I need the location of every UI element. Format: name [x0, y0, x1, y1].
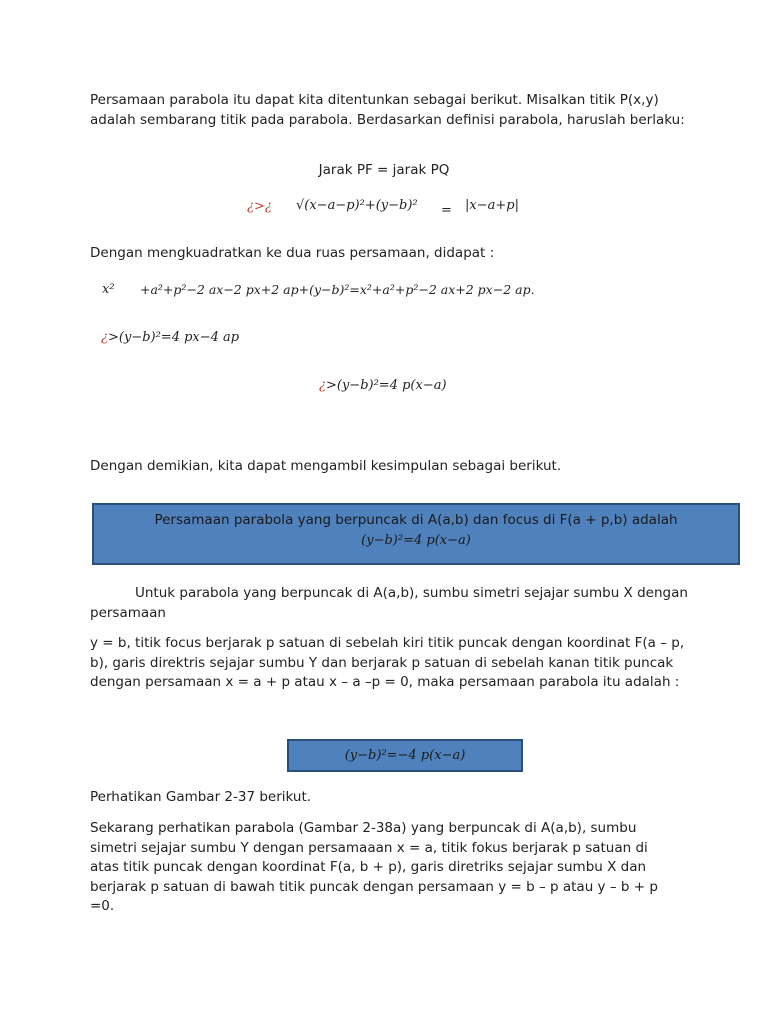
equation-box-left-opening-text: (y−b)²=−4 p(x−a) [344, 748, 466, 763]
paragraph-focus-left: y = b, titik focus berjarak p satuan di sebelah kiri titik puncak dengan koordinat F(a – p, b), garis direktris sejajar sumbu Y dan berjarak p satuan di sebelah kanan titik puncak dengan persamaan x = a + p atau x – a –p = 0, maka persamaan parabola itu adalah : [90, 635, 685, 690]
eq1-equals: = [441, 203, 452, 218]
eq3-prefix: ¿ [101, 330, 108, 345]
paragraph-squaring: Dengan mengkuadratkan ke dua ruas persamaan, didapat : [90, 245, 495, 261]
eq3-body: >(y−b)²=4 px−4 ap [108, 330, 240, 345]
eq1-right: |x−a+p| [465, 198, 519, 213]
conclusion-box-equation: (y−b)²=4 p(x−a) [361, 533, 471, 548]
eq4-body: >(y−b)²=4 p(x−a) [326, 378, 447, 393]
eq1-prefix: ¿>¿ [247, 199, 272, 214]
jarak-line: Jarak PF = jarak PQ [318, 162, 450, 178]
eq4-prefix: ¿ [319, 378, 326, 393]
eq2-rest: +a²+p²−2 ax−2 px+2 ap+(y−b)²=x²+a²+p²−2 ax+2 px−2 ap. [140, 282, 535, 297]
paragraph-axis-y: Sekarang perhatikan parabola (Gambar 2-38a) yang berpuncak di A(a,b), sumbu simetri sejajar sumbu Y dengan persamaaan x = a, titik fokus berjarak p satuan di atas titik puncak dengan koordinat F(a, b + p), garis diretriks sejajar sumbu X dan berjarak p satuan di bawah titik puncak dengan persamaan y = b – p atau y – b + p =0. [90, 820, 658, 914]
paragraph-axis-x: Untuk parabola yang berpuncak di A(a,b), sumbu simetri sejajar sumbu X dengan persamaan [90, 585, 688, 621]
conclusion-box-text: Persamaan parabola yang berpuncak di A(a,b) dan focus di F(a + p,b) adalah [154, 512, 678, 528]
conclusion-box [92, 503, 740, 565]
paragraph-conclusion: Dengan demikian, kita dapat mengambil kesimpulan sebagai berikut. [90, 458, 562, 474]
eq2-x-squared: x² [102, 282, 115, 297]
eq1-left: √(x−a−p)²+(y−b)² [296, 198, 418, 213]
paragraph-figure-ref: Perhatikan Gambar 2-37 berikut. [90, 789, 312, 805]
paragraph-intro: Persamaan parabola itu dapat kita ditentunkan sebagai berikut. Misalkan titik P(x,y) adalah sembarang titik pada parabola. Berdasarkan definisi parabola, haruslah berlaku: [90, 92, 685, 128]
equation-box-left-opening [287, 739, 523, 772]
